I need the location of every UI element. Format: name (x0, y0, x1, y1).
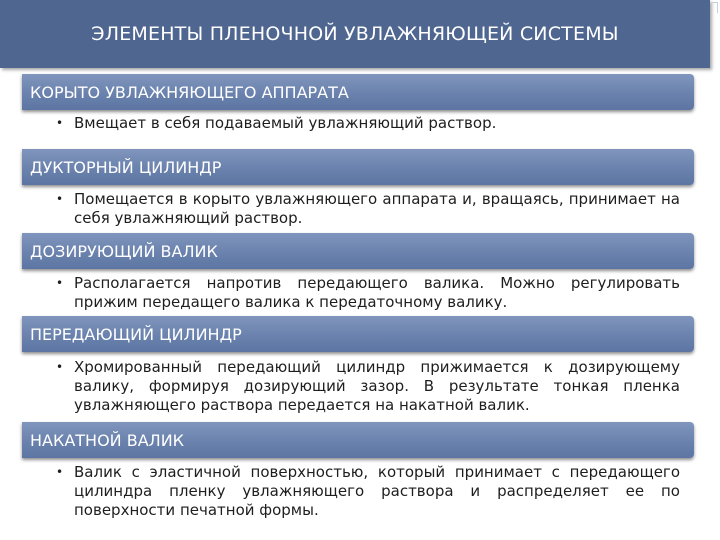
section-heading: ДОЗИРУЮЩИЙ ВАЛИК (30, 241, 218, 261)
section-heading: КОРЫТО УВЛАЖНЯЮЩЕГО АППАРАТА (30, 82, 349, 102)
section-header-transfer-cylinder (22, 316, 694, 352)
section-body-trough (22, 114, 694, 133)
slide-title-bar (0, 0, 710, 68)
section-heading: ПЕРЕДАЮЩИЙ ЦИЛИНДР (30, 324, 242, 344)
bullet-icon: • (56, 192, 64, 206)
section-body-transfer-cylinder (22, 358, 694, 415)
section-body-form-roller (22, 463, 694, 520)
section-body-ductor-cylinder (22, 190, 694, 228)
slide-title: ЭЛЕМЕНТЫ ПЛЕНОЧНОЙ УВЛАЖНЯЮЩЕЙ СИСТЕМЫ (91, 23, 619, 45)
bullet-icon: • (56, 465, 64, 479)
section-text: Валик с эластичной поверхностью, который принимает с передающего цилиндра пленку увлажняющего раствора и распределяет ее по поверхности печатной формы. (74, 463, 680, 519)
section-heading: НАКАТНОЙ ВАЛИК (30, 430, 185, 450)
bullet-icon: • (56, 116, 64, 130)
corner-decoration (711, 2, 718, 13)
section-body-metering-roller (22, 274, 694, 312)
section-heading: ДУКТОРНЫЙ ЦИЛИНДР (30, 157, 222, 177)
section-text: Вмещает в себя подаваемый увлажняющий раствор. (74, 114, 497, 132)
bullet-icon: • (56, 276, 64, 290)
section-header-form-roller (22, 422, 694, 458)
section-header-metering-roller (22, 233, 694, 269)
section-text: Располагается напротив передающего валика. Можно регулировать прижим передащего валика к передаточному валику. (74, 274, 680, 311)
bullet-icon: • (56, 360, 64, 374)
section-text: Помещается в корыто увлажняющего аппарата и, вращаясь, принимает на себя увлажняющий раствор. (74, 190, 680, 227)
section-header-ductor-cylinder (22, 149, 694, 185)
section-header-trough (22, 74, 694, 110)
section-text: Хромированный передающий цилиндр прижимается к дозирующему валику, формируя дозирующий зазор. В результате тонкая пленка увлажняющего раствора передается на накатной валик. (74, 358, 680, 414)
